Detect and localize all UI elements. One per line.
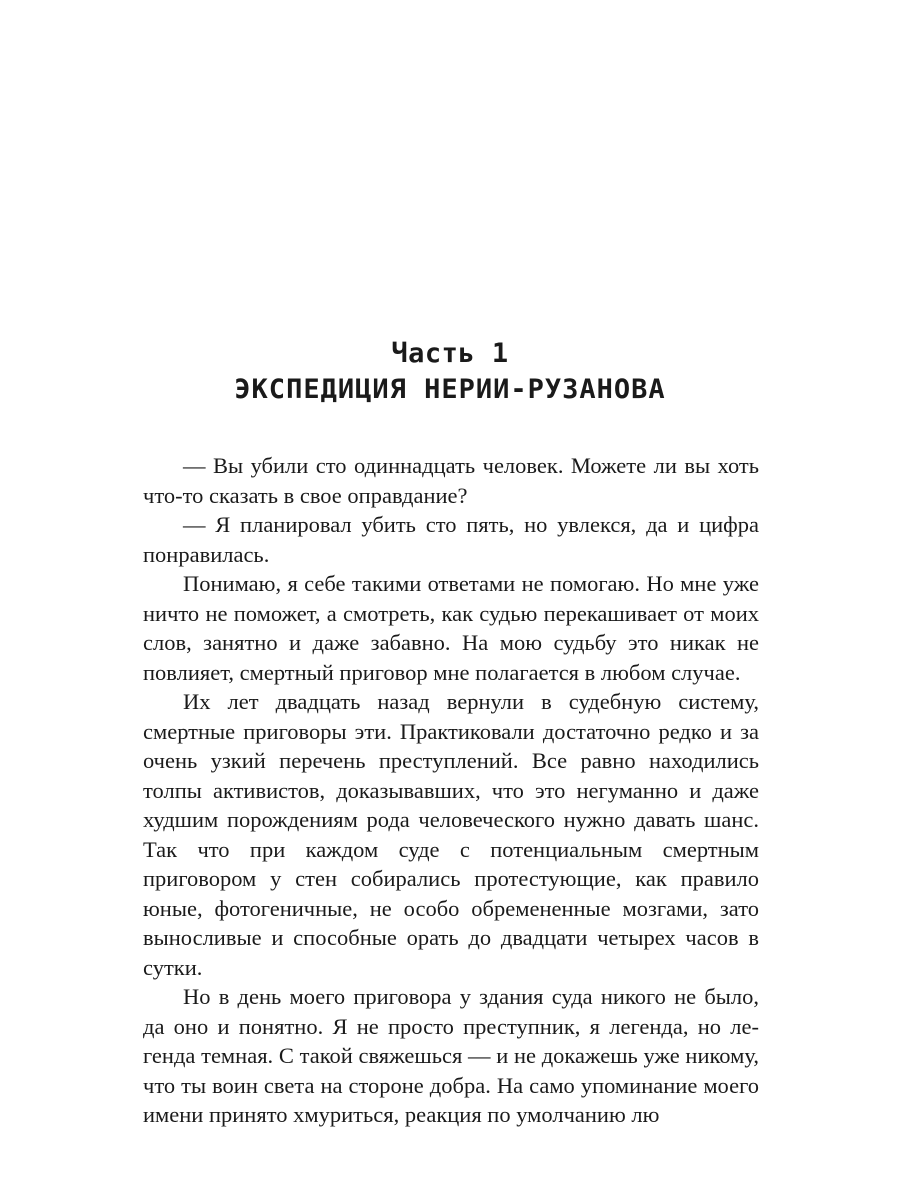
paragraph-2: — Я планировал убить сто пять, но увлекся, да и цифра понравилась.: [143, 512, 759, 567]
chapter-title: ЭКСПЕДИЦИЯ НЕРИИ-РУЗАНОВА: [234, 374, 666, 405]
paragraph-4: Их лет двадцать назад вернули в судебную систему, смертные приговоры эти. Практиковали достаточно редко и за очень узкий перечень преступлений. Все равно находились толпы активистов, доказывавших, что это негуманно и даже худшим порождениям рода человеческого нужно давать шанс. Так что при каждом суде с потенциальным смертным приговором у стен собирались протестующие, как правило юные, фотогеничные, не особо обремененные мозгами, зато выносливые и способные орать до двадцати четырех часов в сутки.: [143, 689, 759, 980]
chapter-heading: [0, 337, 900, 407]
body-text: [143, 451, 759, 1130]
paragraph-3: Понимаю, я себе такими ответами не помогаю. Но мне уже ничто не поможет, а смотреть, как судью перекашивает от моих слов, занятно и даже забавно. На мою судьбу это никак не повлияет, смертный приговор мне полагается в любом случае.: [143, 571, 759, 685]
part-label: Часть 1: [391, 338, 509, 369]
paragraph-1: — Вы убили сто одиннадцать человек. Можете ли вы хоть что-то сказать в свое оправдание?: [143, 453, 759, 508]
paragraph-5: Но в день моего приговора у здания суда никого не было, да оно и понятно. Я не просто преступник, я легенда, но легенда темная. С такой свяжешься — и не докажешь уже никому, что ты воин света на стороне добра. На само упоминание моего имени принято хмуриться, реакция по умолчанию лю: [143, 984, 759, 1127]
